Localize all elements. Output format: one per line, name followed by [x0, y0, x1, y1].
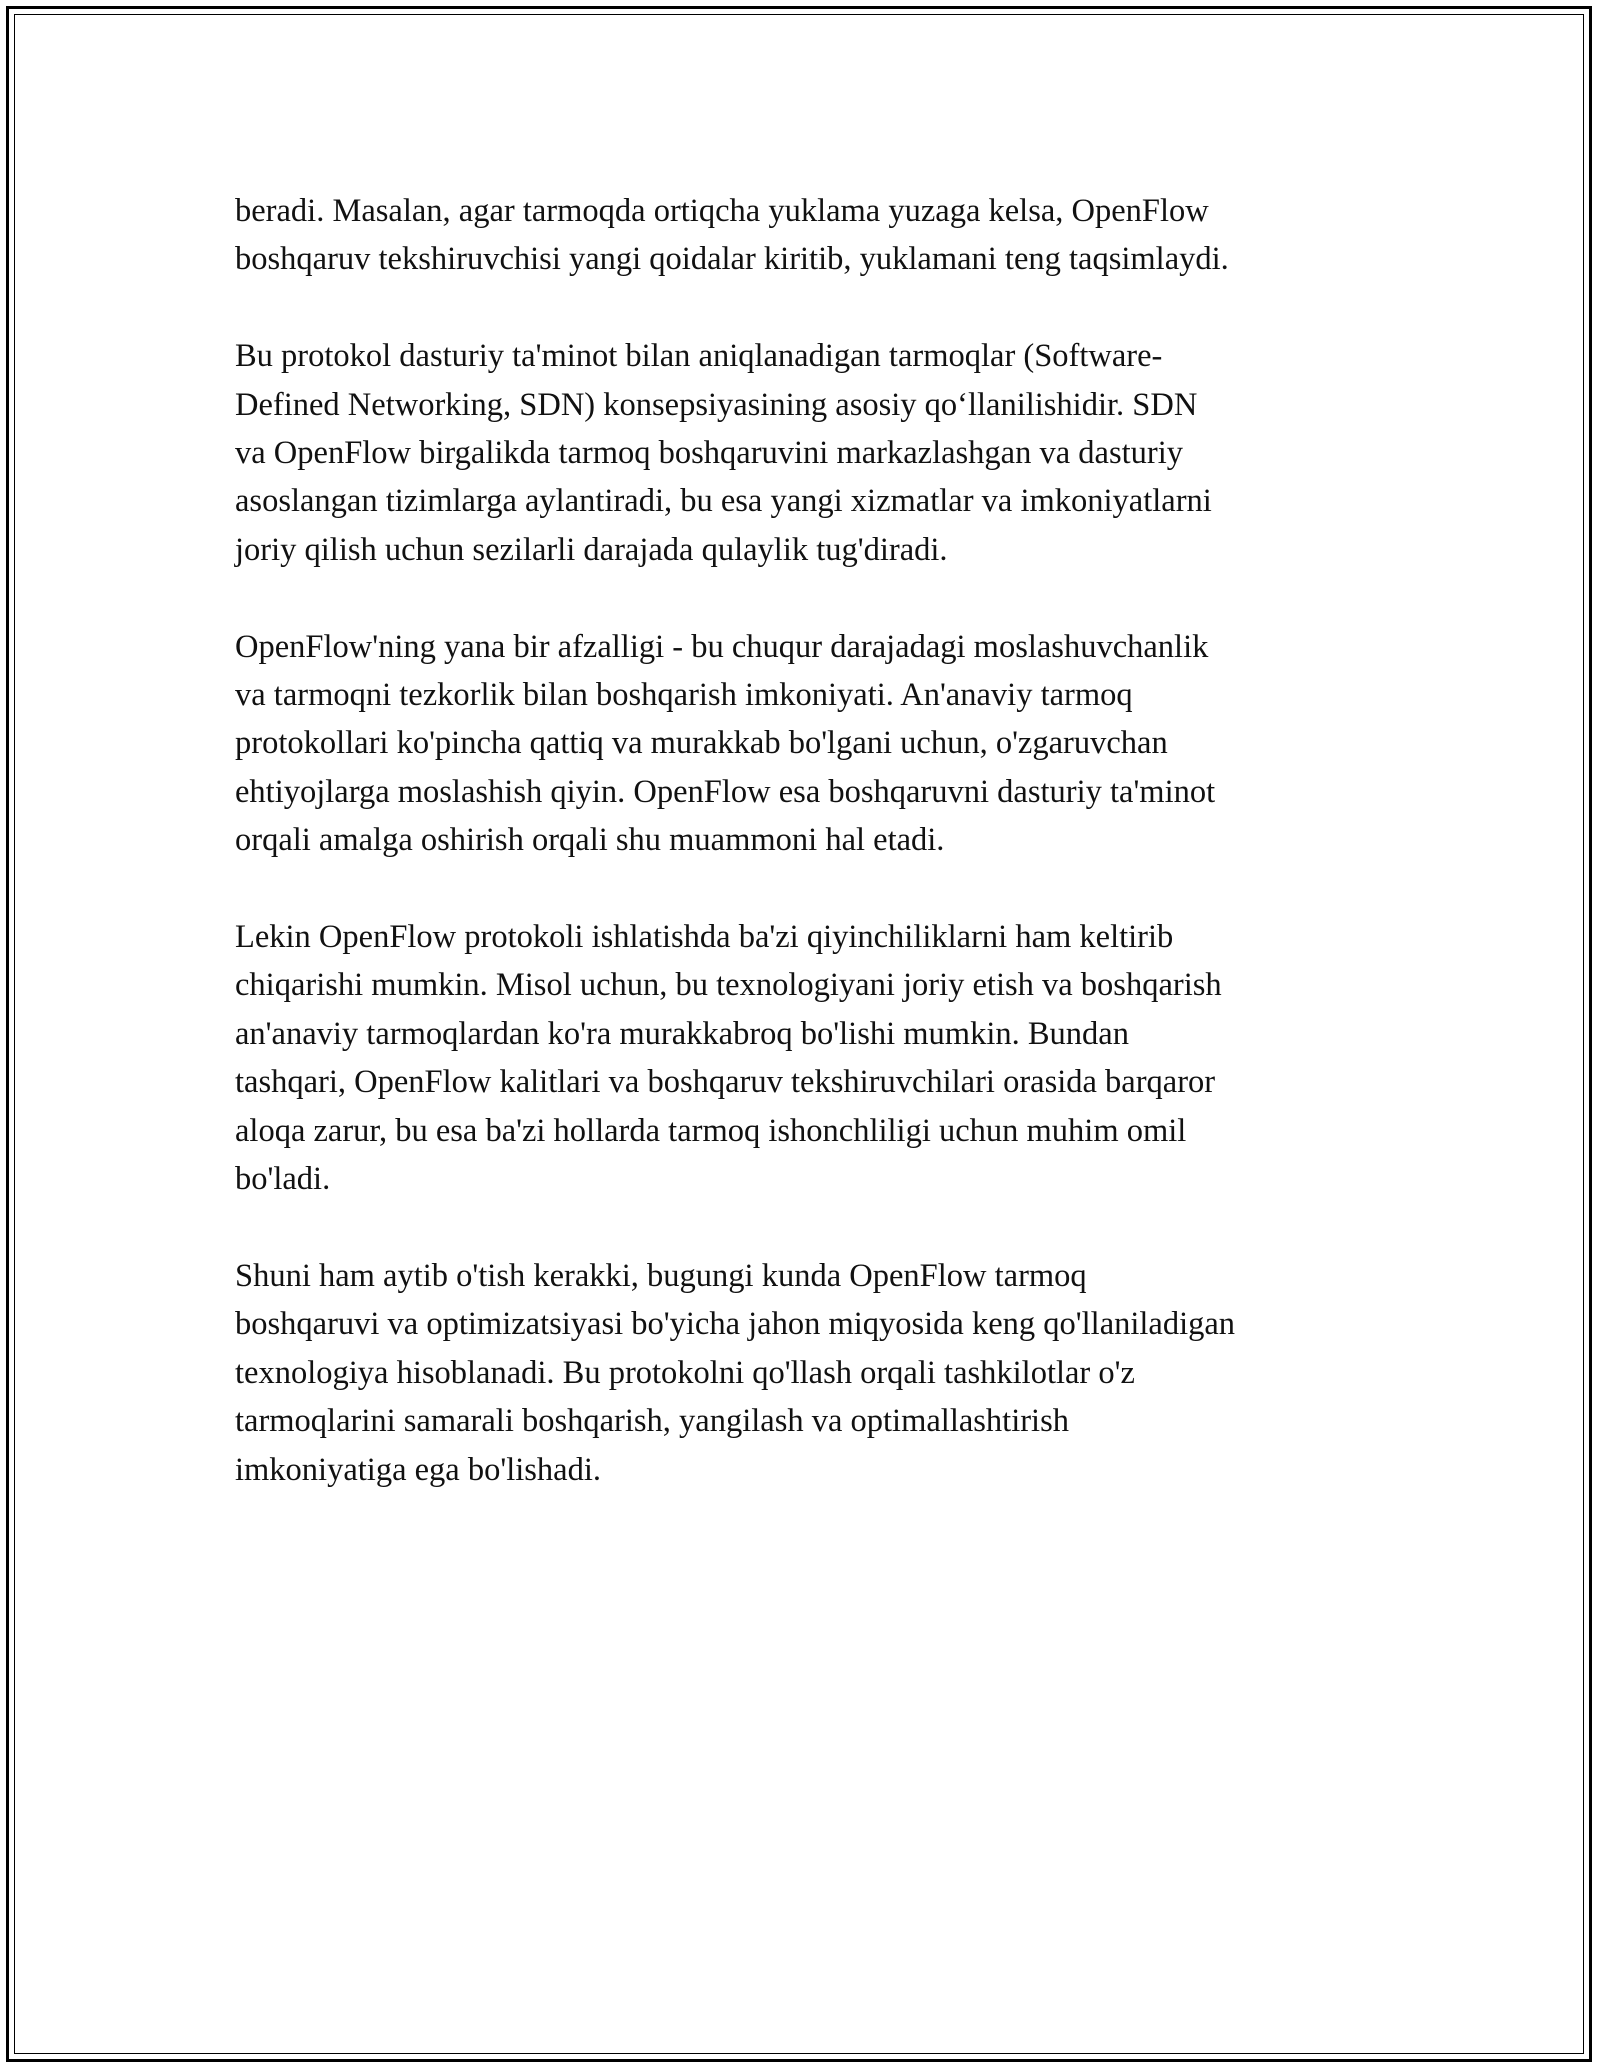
paragraph-1: beradi. Masalan, agar tarmoqda ortiqcha yuklama yuzaga kelsa, OpenFlow boshqaruv tekshiruvchisi yangi qoidalar kiritib, yuklamani teng taqsimlaydi. — [235, 193, 1229, 278]
paragraph-3: OpenFlow'ning yana bir afzalligi - bu chuqur darajadagi moslashuvchanlik va tarmoqni tezkorlik bilan boshqarish imkoniyati. An'anaviy tarmoq protokollari ko'pincha qattiq va murakkab bo'lgani uchun, o'zgaruvchan ehtiyojlarga moslashish qiyin. OpenFlow esa boshqaruvni dasturiy ta'minot orqali amalga oshirish orqali shu muammoni hal etadi. — [235, 628, 1216, 859]
paragraph-4: Lekin OpenFlow protokoli ishlatishda ba'zi qiyinchiliklarni ham keltirib chiqarishi mumkin. Misol uchun, bu texnologiyani joriy etish va boshqarish an'anaviy tarmoqlardan ko'ra murakkabroq bo'lishi mumkin. Bundan tashqari, OpenFlow kalitlari va boshqaruv tekshiruvchilari orasida barqaror aloqa zarur, bu esa ba'zi hollarda tarmoq ishonchliligi uchun muhim omil bo'ladi. — [235, 919, 1222, 1198]
document-body — [235, 187, 1375, 1542]
paragraph-2: Bu protokol dasturiy ta'minot bilan aniqlanadigan tarmoqlar (Software- Defined Networking, SDN) konsepsiyasining asosiy qo‘llanilishidir. SDN va OpenFlow birgalikda tarmoq boshqaruvini markazlashgan va dasturiy asoslangan tizimlarga aylantiradi, bu esa yangi xizmatlar va imkoniyatlarni joriy qilish uchun sezilarli darajada qulaylik tug'diradi. — [235, 338, 1212, 568]
paragraph-5: Shuni ham aytib o'tish kerakki, bugungi kunda OpenFlow tarmoq boshqaruvi va optimizatsiyasi bo'yicha jahon miqyosida keng qo'llaniladigan texnologiya hisoblanadi. Bu protokolni qo'llash orqali tashkilotlar o'z tarmoqlarini samarali boshqarish, yangilash va optimallashtirish imkoniyatiga ega bo'lishadi. — [235, 1257, 1236, 1488]
